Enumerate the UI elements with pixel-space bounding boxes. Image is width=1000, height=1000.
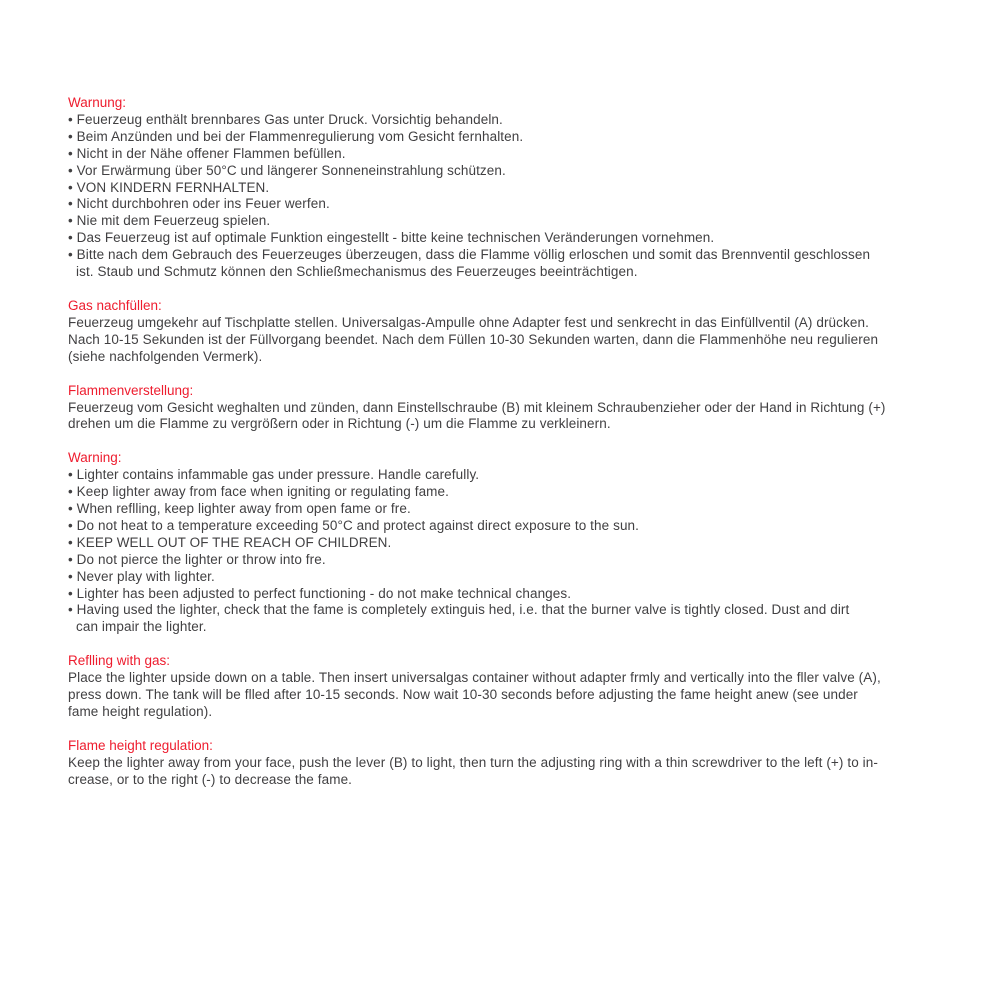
- text-line: • Do not pierce the lighter or throw into fre.: [68, 551, 326, 567]
- text-line: ist. Staub und Schmutz können den Schließmechanismus des Feuerzeuges beeinträchtigen.: [76, 264, 638, 280]
- text-line: • When reflling, keep lighter away from open fame or fre.: [68, 501, 411, 517]
- text-line: press down. The tank will be flled after 10-15 seconds. Now wait 10-30 seconds before adjusting the fame height anew (see under: [68, 687, 858, 703]
- text-line: • Vor Erwärmung über 50°C und längerer Sonneneinstrahlung schützen.: [68, 162, 506, 178]
- text-line: Keep the lighter away from your face, push the lever (B) to light, then turn the adjusting ring with a thin screwdriver to the left (+) to in-: [68, 754, 878, 770]
- text-line: Feuerzeug vom Gesicht weghalten und zünden, dann Einstellschraube (B) mit kleinem Schraubenzieher oder der Hand in Richtung (+): [68, 399, 886, 415]
- doc-section-warning-en: [68, 450, 948, 636]
- text-line: • Having used the lighter, check that the fame is completely extinguis hed, i.e. that the burner valve is tightly closed. Dust and dirt: [68, 602, 850, 618]
- text-line: • Never play with lighter.: [68, 568, 215, 584]
- section-heading: Reflling with gas:: [68, 653, 171, 669]
- text-line: • Nie mit dem Feuerzeug spielen.: [68, 213, 271, 229]
- doc-section-warnung-de: [68, 95, 948, 281]
- section-heading: Warning:: [68, 450, 122, 466]
- doc-section-flammenverstellung: [68, 383, 948, 434]
- doc-section-gas-nachfuellen: [68, 298, 948, 366]
- section-heading: Flammenverstellung:: [68, 382, 194, 398]
- text-line: can impair the lighter.: [76, 619, 207, 635]
- text-line: • Do not heat to a temperature exceeding 50°C and protect against direct exposure to the sun.: [68, 517, 640, 533]
- text-line: crease, or to the right (-) to decrease the fame.: [68, 771, 353, 787]
- text-line: Feuerzeug umgekehr auf Tischplatte stellen. Universalgas-Ampulle ohne Adapter fest und senkrecht in das Einfüllventil (A) drücken.: [68, 314, 869, 330]
- document-body: [68, 95, 948, 806]
- doc-section-reflling-with-gas: [68, 653, 948, 721]
- text-line: • Beim Anzünden und bei der Flammenregulierung vom Gesicht fernhalten.: [68, 128, 524, 144]
- text-line: • Lighter has been adjusted to perfect functioning - do not make technical changes.: [68, 585, 572, 601]
- text-line: Nach 10-15 Sekunden ist der Füllvorgang beendet. Nach dem Füllen 10-30 Sekunden warten, dann die Flammenhöhe neu regulieren: [68, 331, 879, 347]
- text-line: • Bitte nach dem Gebrauch des Feuerzeuges überzeugen, dass die Flamme völlig erloschen und somit das Brennventil geschlossen: [68, 247, 871, 263]
- section-heading: Gas nachfüllen:: [68, 297, 162, 313]
- text-line: • VON KINDERN FERNHALTEN.: [68, 179, 270, 195]
- text-line: (siehe nachfolgenden Vermerk).: [68, 348, 263, 364]
- text-line: • Das Feuerzeug ist auf optimale Funktion eingestellt - bitte keine technischen Veränderungen vornehmen.: [68, 230, 715, 246]
- doc-section-flame-height-regulation: [68, 738, 948, 789]
- text-line: Place the lighter upside down on a table. Then insert universalgas container without adapter frmly and vertically into the fller valve (A),: [68, 670, 881, 686]
- text-line: • KEEP WELL OUT OF THE REACH OF CHILDREN.: [68, 534, 392, 550]
- text-line: • Keep lighter away from face when igniting or regulating fame.: [68, 484, 449, 500]
- section-heading: Warnung:: [68, 95, 127, 110]
- text-line: drehen um die Flamme zu vergrößern oder in Richtung (-) um die Flamme zu verkleinern.: [68, 416, 611, 432]
- text-line: fame height regulation).: [68, 704, 213, 719]
- section-heading: Flame height regulation:: [68, 737, 213, 753]
- text-line: • Nicht in der Nähe offener Flammen befüllen.: [68, 145, 346, 161]
- text-line: • Lighter contains infammable gas under pressure. Handle carefully.: [68, 467, 480, 483]
- text-line: • Nicht durchbohren oder ins Feuer werfen.: [68, 196, 330, 212]
- text-line: • Feuerzeug enthält brennbares Gas unter Druck. Vorsichtig behandeln.: [68, 111, 503, 127]
